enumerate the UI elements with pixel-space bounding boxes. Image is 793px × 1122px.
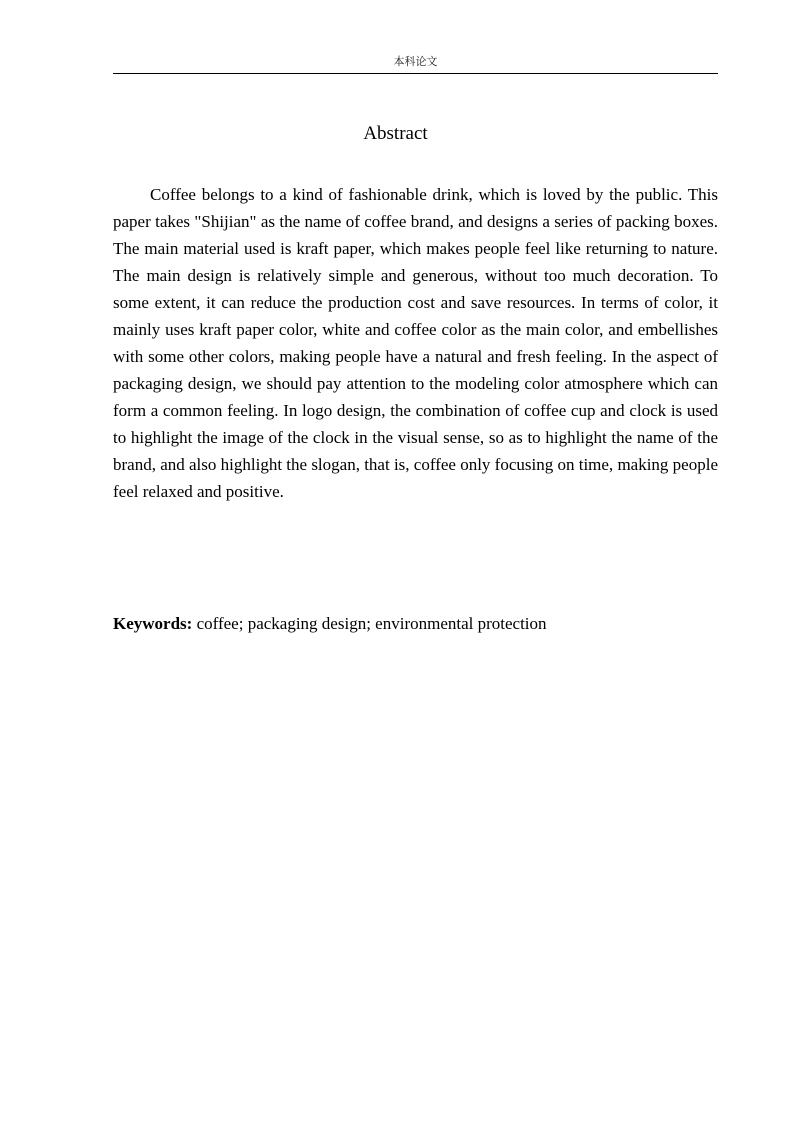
header-rule [113,73,718,74]
keywords-value: coffee; packaging design; environmental protection [196,614,547,633]
keywords-line [113,610,718,637]
keywords-label: Keywords: [113,614,193,633]
abstract-heading: Abstract [363,123,428,144]
abstract-body: Coffee belongs to a kind of fashionable drink, which is loved by the public. This paper takes "Shijian" as the name of coffee brand, and designs a series of packing boxes. The main material used is kraft paper, which makes people feel like returning to nature. The main design is relatively simple and generous, without too much decoration. To some extent, it can reduce the production cost and save resources. In terms of color, it mainly uses kraft paper color, white and coffee color as the main color, and embellishes with some other colors, making people have a natural and fresh feeling. In the aspect of packaging design, we should pay attention to the modeling color atmosphere which can form a common feeling. In logo design, the combination of coffee cup and clock is used to highlight the image of the clock in the visual sense, so as to highlight the name of the brand, and also highlight the slogan, that is, coffee only focusing on time, making people feel relaxed and positive. [113,185,718,501]
running-header: 本科论文 [393,55,438,68]
